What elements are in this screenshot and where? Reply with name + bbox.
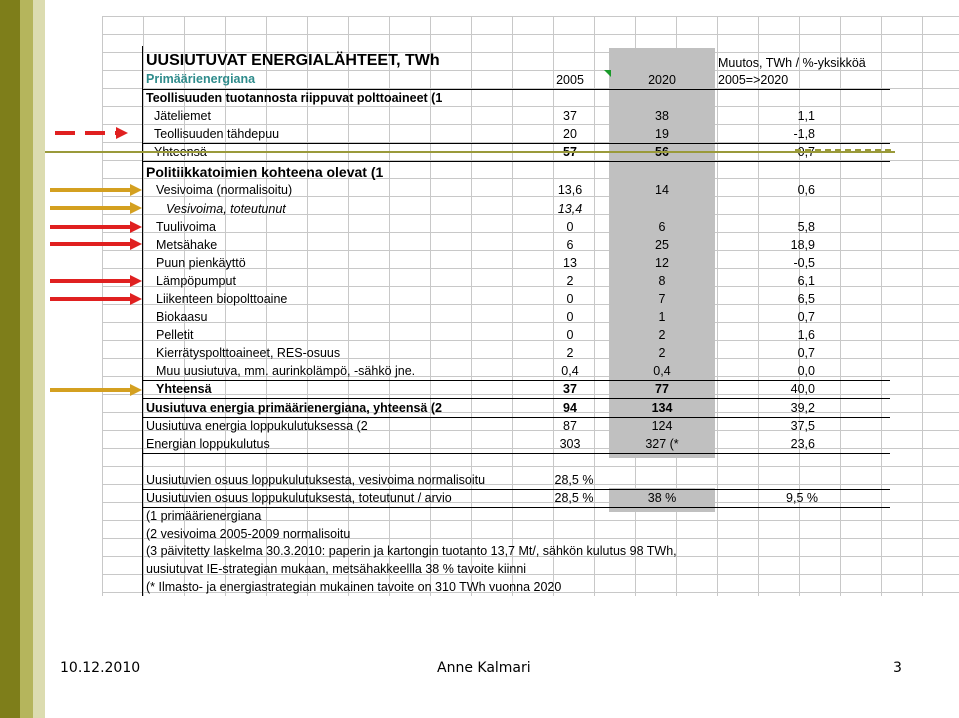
cell-2020: 38 [655, 109, 669, 123]
cell-2020: 56 [655, 145, 669, 159]
cell-change: 40,0 [790, 382, 815, 396]
cell-2005: 0 [566, 220, 574, 234]
row-label: Pelletit [156, 328, 194, 342]
total-change: 23,6 [790, 437, 815, 451]
primary-energy-label: Primäärienergiana [146, 72, 256, 86]
cell-2005: 13,4 [557, 202, 583, 216]
change-column-title: Muutos, TWh / %-yksikköä [718, 56, 866, 70]
cell-change: 0,7 [797, 346, 815, 360]
cell-2005: 13,6 [557, 183, 583, 197]
gold-arrow-icon [50, 202, 142, 214]
red-arrow-icon [50, 238, 142, 250]
note: (1 primäärienergiana [146, 509, 262, 523]
row-label: Tuulivoima [156, 220, 216, 234]
red-arrow-icon [50, 293, 142, 305]
share-label: Uusiutuvien osuus loppukulutuksesta, toteutunut / arvio [146, 491, 452, 505]
row-label: Jäteliemet [154, 109, 211, 123]
cell-change: 6,5 [797, 292, 815, 306]
cell-2020: 6 [658, 220, 666, 234]
table-title: UUSIUTUVAT ENERGIALÄHTEET, TWh [146, 52, 440, 69]
cell-2005: 57 [563, 145, 577, 159]
cell-2020: 19 [655, 127, 669, 141]
cell-2005: 37 [563, 109, 577, 123]
footer-author: Anne Kalmari [437, 660, 531, 676]
cell-change: 1,6 [797, 328, 815, 342]
row-label: Muu uusiutuva, mm. aurinkolämpö, -sähkö jne. [156, 364, 416, 378]
cell-change: 0,6 [797, 183, 815, 197]
share-2020: 38 % [647, 491, 677, 505]
total-change: 39,2 [790, 401, 815, 415]
cell-change: -0,5 [793, 256, 815, 270]
cell-2005: 6 [566, 238, 574, 252]
share-label: Uusiutuvien osuus loppukulutuksesta, vesivoima normalisoitu [146, 473, 486, 487]
cell-2005: 0 [566, 310, 574, 324]
column-header-2005: 2005 [556, 73, 584, 87]
cell-2020: 1 [658, 310, 666, 324]
total-2020: 124 [651, 419, 673, 433]
share-2005: 28,5 % [554, 491, 594, 505]
cell-2005: 2 [566, 346, 574, 360]
cell-2005: 0 [566, 328, 574, 342]
cell-2020: 77 [655, 382, 669, 396]
share-change: 9,5 % [786, 491, 818, 505]
row-label: Vesivoima (normalisoitu) [156, 183, 293, 197]
cell-2020: 8 [658, 274, 666, 288]
cell-2020: 14 [655, 183, 669, 197]
row-label: Puun pienkäyttö [156, 256, 246, 270]
cell-2020: 25 [655, 238, 669, 252]
row-label: Metsähake [156, 238, 218, 252]
total-change: 37,5 [790, 419, 815, 433]
cell-change: -1,8 [793, 127, 815, 141]
cell-2005: 20 [563, 127, 577, 141]
total-2020: 134 [651, 401, 673, 415]
note: uusiutuvat IE-strategian mukaan, metsähakkeellla 38 % tavoite kiinni [146, 562, 527, 576]
cell-2005: 0 [566, 292, 574, 306]
gold-arrow-icon [50, 184, 142, 196]
row-label: Biokaasu [156, 310, 208, 324]
row-label: Liikenteen biopolttoaine [156, 292, 288, 306]
cell-2020: 2 [658, 328, 666, 342]
row-label: Lämpöpumput [156, 274, 236, 288]
total-2005: 303 [559, 437, 581, 451]
cell-2005: 0,4 [561, 364, 579, 378]
total-2020: 327 (* [645, 437, 679, 451]
red-arrow-icon [50, 221, 142, 233]
note: (* Ilmasto- ja energiastrategian mukainen tavoite on 310 TWh vuonna 2020 [146, 580, 562, 594]
cell-change: 5,8 [797, 220, 815, 234]
column-header-2020: 2020 [648, 73, 676, 87]
cell-2020: 7 [658, 292, 666, 306]
row-label: Vesivoima, toteutunut [166, 202, 286, 216]
cell-change: 0,0 [797, 364, 815, 378]
footer-date: 10.12.2010 [60, 660, 141, 676]
total-label: Energian loppukulutus [146, 437, 270, 451]
note: (3 päivitetty laskelma 30.3.2010: paperin ja kartongin tuotanto 13,7 Mt/, sähkön kulutus 98 TWh, [146, 544, 677, 558]
section-title-industry: Teollisuuden tuotannosta riippuvat polttoaineet (1 [146, 91, 443, 105]
cell-change: 18,9 [790, 238, 815, 252]
column-header-change: 2005=>2020 [718, 73, 789, 87]
cell-change: 0,7 [797, 310, 815, 324]
section-title-policy: Politiikkatoimien kohteena olevat (1 [146, 164, 384, 180]
cell-2020: 2 [658, 346, 666, 360]
gold-arrow-icon [50, 384, 142, 396]
cell-2020: 0,4 [653, 364, 671, 378]
row-label: Yhteensä [154, 145, 207, 159]
red-arrow-icon [50, 275, 142, 287]
cell-2005: 2 [566, 274, 574, 288]
share-2005: 28,5 % [554, 473, 594, 487]
total-2005: 87 [563, 419, 577, 433]
cell-2020: 12 [655, 256, 669, 270]
row-label: Kierrätyspolttoaineet, RES-osuus [156, 346, 341, 360]
row-label: Yhteensä [156, 382, 212, 396]
cell-change: 6,1 [797, 274, 815, 288]
cell-change: 1,1 [797, 109, 815, 123]
dashed-red-arrow-icon [55, 127, 128, 139]
footer-page-number: 3 [893, 660, 902, 676]
row-label: Teollisuuden tähdepuu [154, 127, 280, 141]
note: (2 vesivoima 2005-2009 normalisoitu [146, 527, 351, 541]
total-2005: 94 [563, 401, 577, 415]
total-label: Uusiutuva energia loppukulutuksessa (2 [146, 419, 368, 433]
cell-change: -0,7 [793, 145, 815, 159]
total-label: Uusiutuva energia primäärienergiana, yhteensä (2 [146, 401, 442, 415]
cell-2005: 37 [563, 382, 577, 396]
cell-2005: 13 [563, 256, 577, 270]
